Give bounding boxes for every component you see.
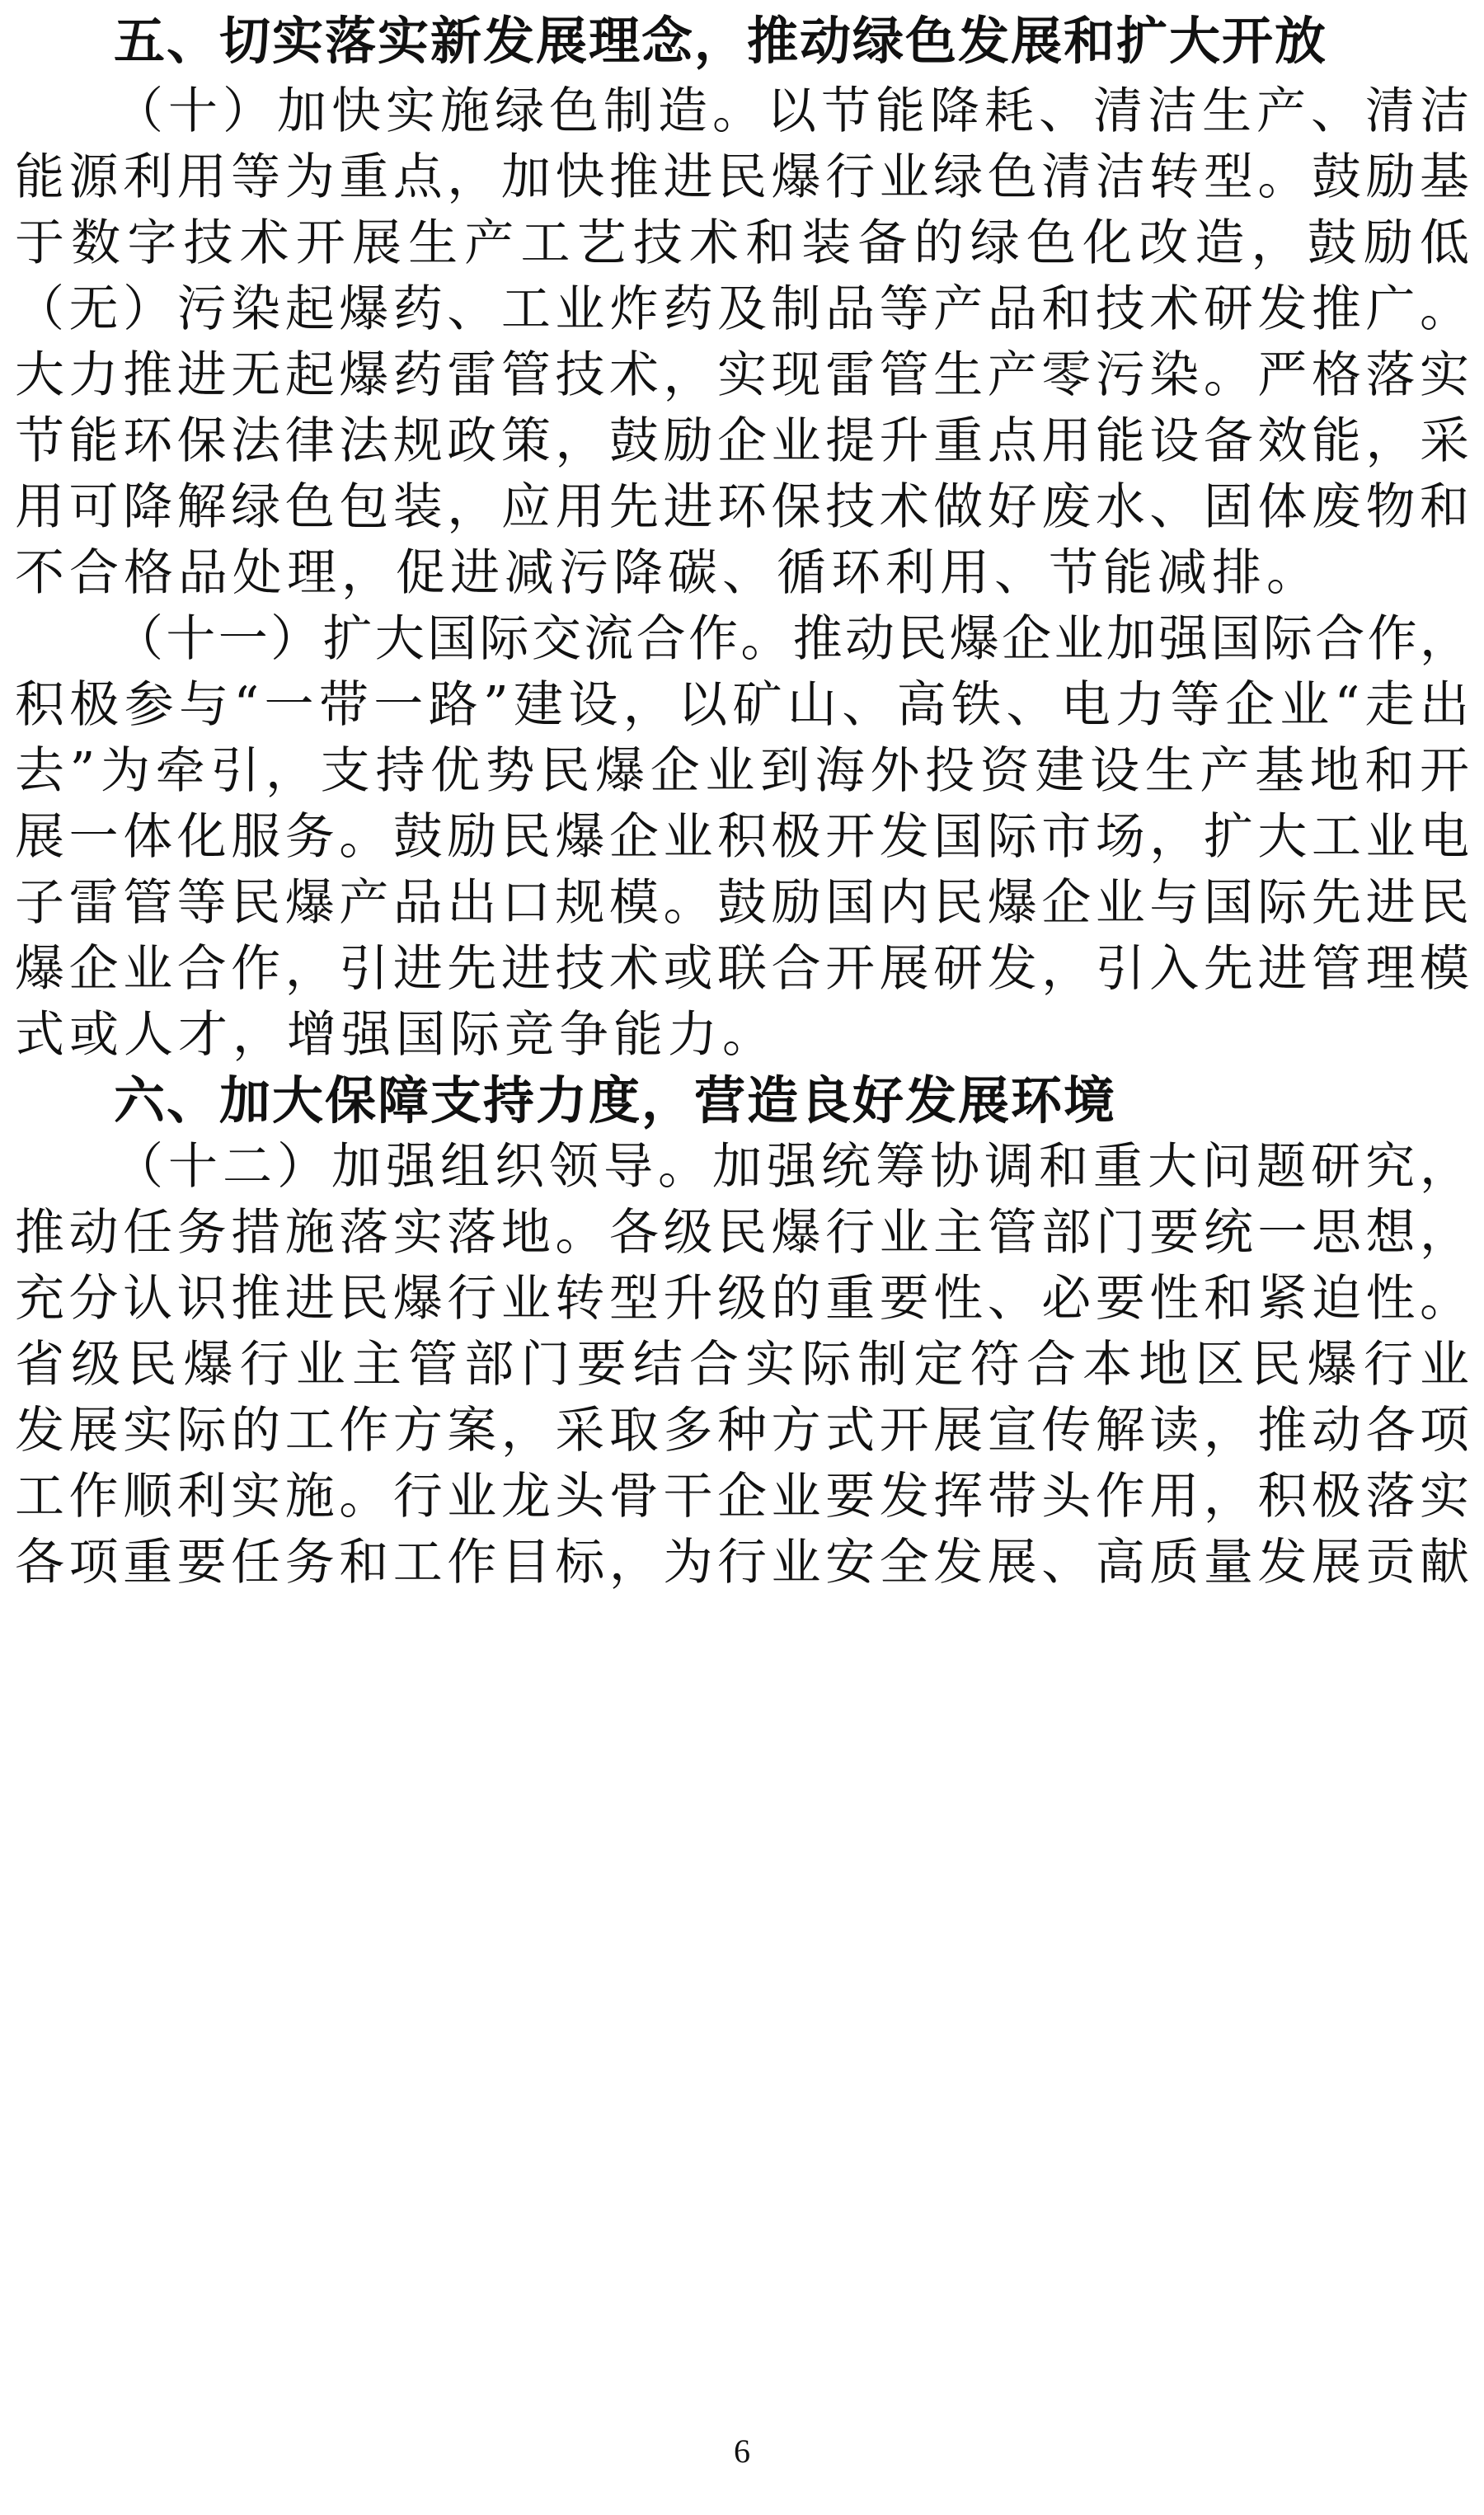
paragraph-11-line-1: （十一）扩大国际交流合作。推动民爆企业加强国际合作， bbox=[114, 610, 1469, 668]
paragraph-10-line-3: 于数字技术开展生产工艺技术和装备的绿色化改造，鼓励低 bbox=[15, 214, 1469, 272]
section-6-heading: 六、加大保障支持力度，营造良好发展环境 bbox=[114, 1070, 1117, 1131]
paragraph-11-line-7: 式或人才，增强国际竞争能力。 bbox=[15, 1006, 777, 1064]
paragraph-10-line-6: 节能环保法律法规政策，鼓励企业提升重点用能设备效能，采 bbox=[15, 412, 1469, 470]
paragraph-12-line-4: 省级民爆行业主管部门要结合实际制定符合本地区民爆行业 bbox=[15, 1336, 1469, 1394]
paragraph-12-line-3: 充分认识推进民爆行业转型升级的重要性、必要性和紧迫性。 bbox=[15, 1270, 1469, 1328]
paragraph-11-line-6: 爆企业合作，引进先进技术或联合开展研发，引入先进管理模 bbox=[15, 940, 1469, 998]
paragraph-12-line-7: 各项重要任务和工作目标，为行业安全发展、高质量发展贡献 bbox=[15, 1534, 1469, 1591]
paragraph-10-line-2: 能源利用等为重点，加快推进民爆行业绿色清洁转型。鼓励基 bbox=[15, 148, 1469, 206]
paragraph-11-line-4: 展一体化服务。鼓励民爆企业积极开发国际市场，扩大工业电 bbox=[15, 808, 1469, 866]
paragraph-10-line-7: 用可降解绿色包装，应用先进环保技术做好废水、固体废物和 bbox=[15, 478, 1469, 536]
paragraph-10-line-4: （无）污染起爆药、工业炸药及制品等产品和技术研发推广。 bbox=[15, 280, 1469, 338]
paragraph-12-line-1: （十二）加强组织领导。加强统筹协调和重大问题研究， bbox=[114, 1138, 1469, 1196]
paragraph-11-line-5: 子雷管等民爆产品出口规模。鼓励国内民爆企业与国际先进民 bbox=[15, 874, 1469, 932]
paragraph-11-line-3: 去”为牵引，支持优势民爆企业到海外投资建设生产基地和开 bbox=[15, 742, 1469, 800]
paragraph-12-line-2: 推动任务措施落实落地。各级民爆行业主管部门要统一思想， bbox=[15, 1204, 1469, 1262]
paragraph-12-line-6: 工作顺利实施。行业龙头骨干企业要发挥带头作用，积极落实 bbox=[15, 1468, 1469, 1525]
paragraph-10-line-8: 不合格品处理，促进减污降碳、循环利用、节能减排。 bbox=[15, 544, 1321, 602]
page-number: 6 bbox=[734, 2433, 750, 2470]
paragraph-11-line-2: 积极参与“一带一路”建设，以矿山、高铁、电力等企业“走出 bbox=[15, 676, 1469, 734]
section-5-heading: 五、切实落实新发展理念，推动绿色发展和扩大开放 bbox=[114, 11, 1328, 71]
paragraph-12-line-5: 发展实际的工作方案，采取多种方式开展宣传解读，推动各项 bbox=[15, 1402, 1469, 1460]
paragraph-10-line-5: 大力推进无起爆药雷管技术，实现雷管生产零污染。严格落实 bbox=[15, 346, 1469, 404]
paragraph-10-line-1: （十）加快实施绿色制造。以节能降耗、清洁生产、清洁 bbox=[114, 82, 1469, 140]
